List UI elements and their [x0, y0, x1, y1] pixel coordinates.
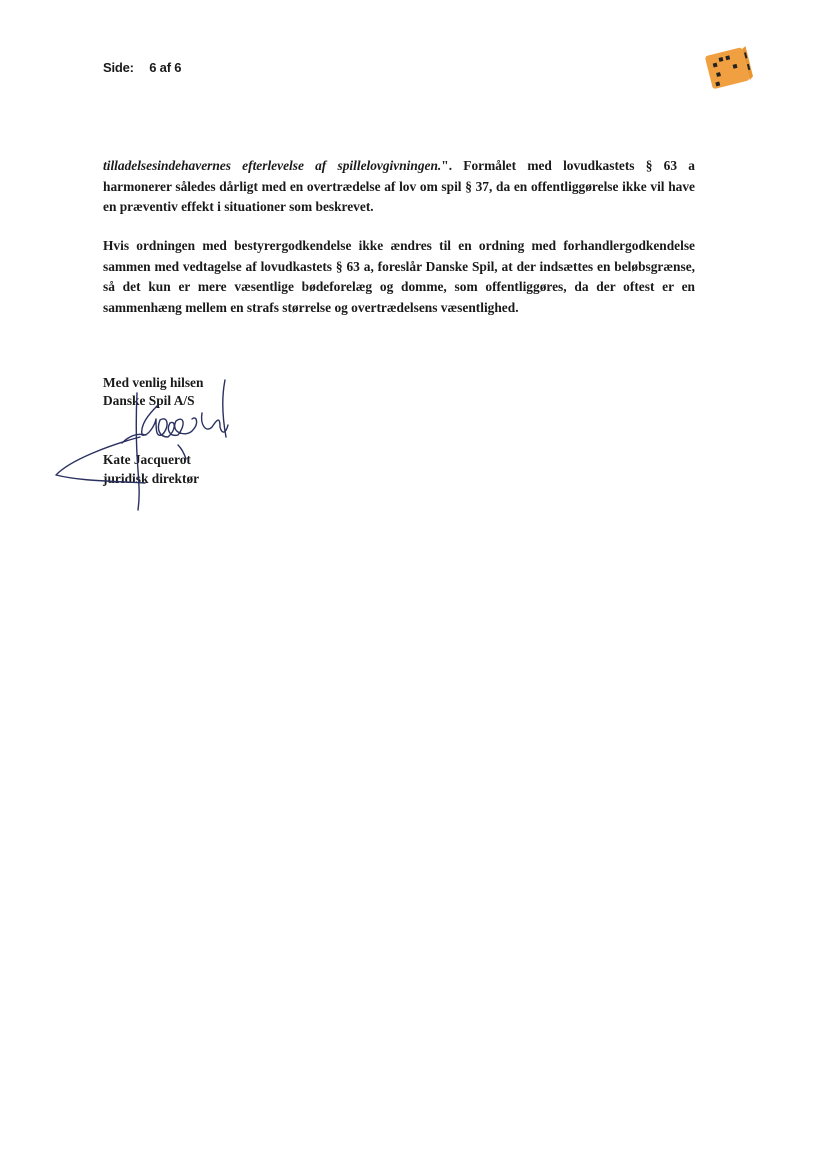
paragraph-2: Hvis ordningen med bestyrergodkendelse ikke ændres til en ordning med forhandlergodkendelse sammen med vedtagelse af lovudkastets § 63 a, foreslår Danske Spil, at der indsættes en beløbsgrænse, så det kun er mere væsentlige bødeforelæg og domme, som offentliggøres, da der oftest er en sammenhæng mellem en strafs størrelse og overtrædelsens væsentlighed.: [103, 238, 695, 315]
signer-name: Kate Jacquerot: [103, 452, 191, 467]
page-number: 6 af 6: [149, 60, 182, 75]
company-name: Danske Spil A/S: [103, 393, 195, 408]
paragraph-1-text: ". Formålet med lovudkastets § 63 a harmonerer således dårligt med en overtrædelse af lov om spil § 37, da en offentliggørelse ikke vil have en præventiv effekt i situationer som beskrevet.: [103, 158, 695, 215]
dice-icon: [703, 42, 753, 92]
paragraph-1: [103, 156, 695, 218]
page-label: Side:: [103, 60, 134, 75]
signer-title: juridisk direktør: [103, 471, 200, 486]
paragraph-1-italic: tilladelsesindehavernes efterlevelse af spillelovgivningen.: [103, 158, 442, 173]
page-number-header: [103, 60, 181, 75]
closing-greeting: Med venlig hilsen: [103, 375, 204, 390]
handwritten-signature: [50, 375, 250, 515]
